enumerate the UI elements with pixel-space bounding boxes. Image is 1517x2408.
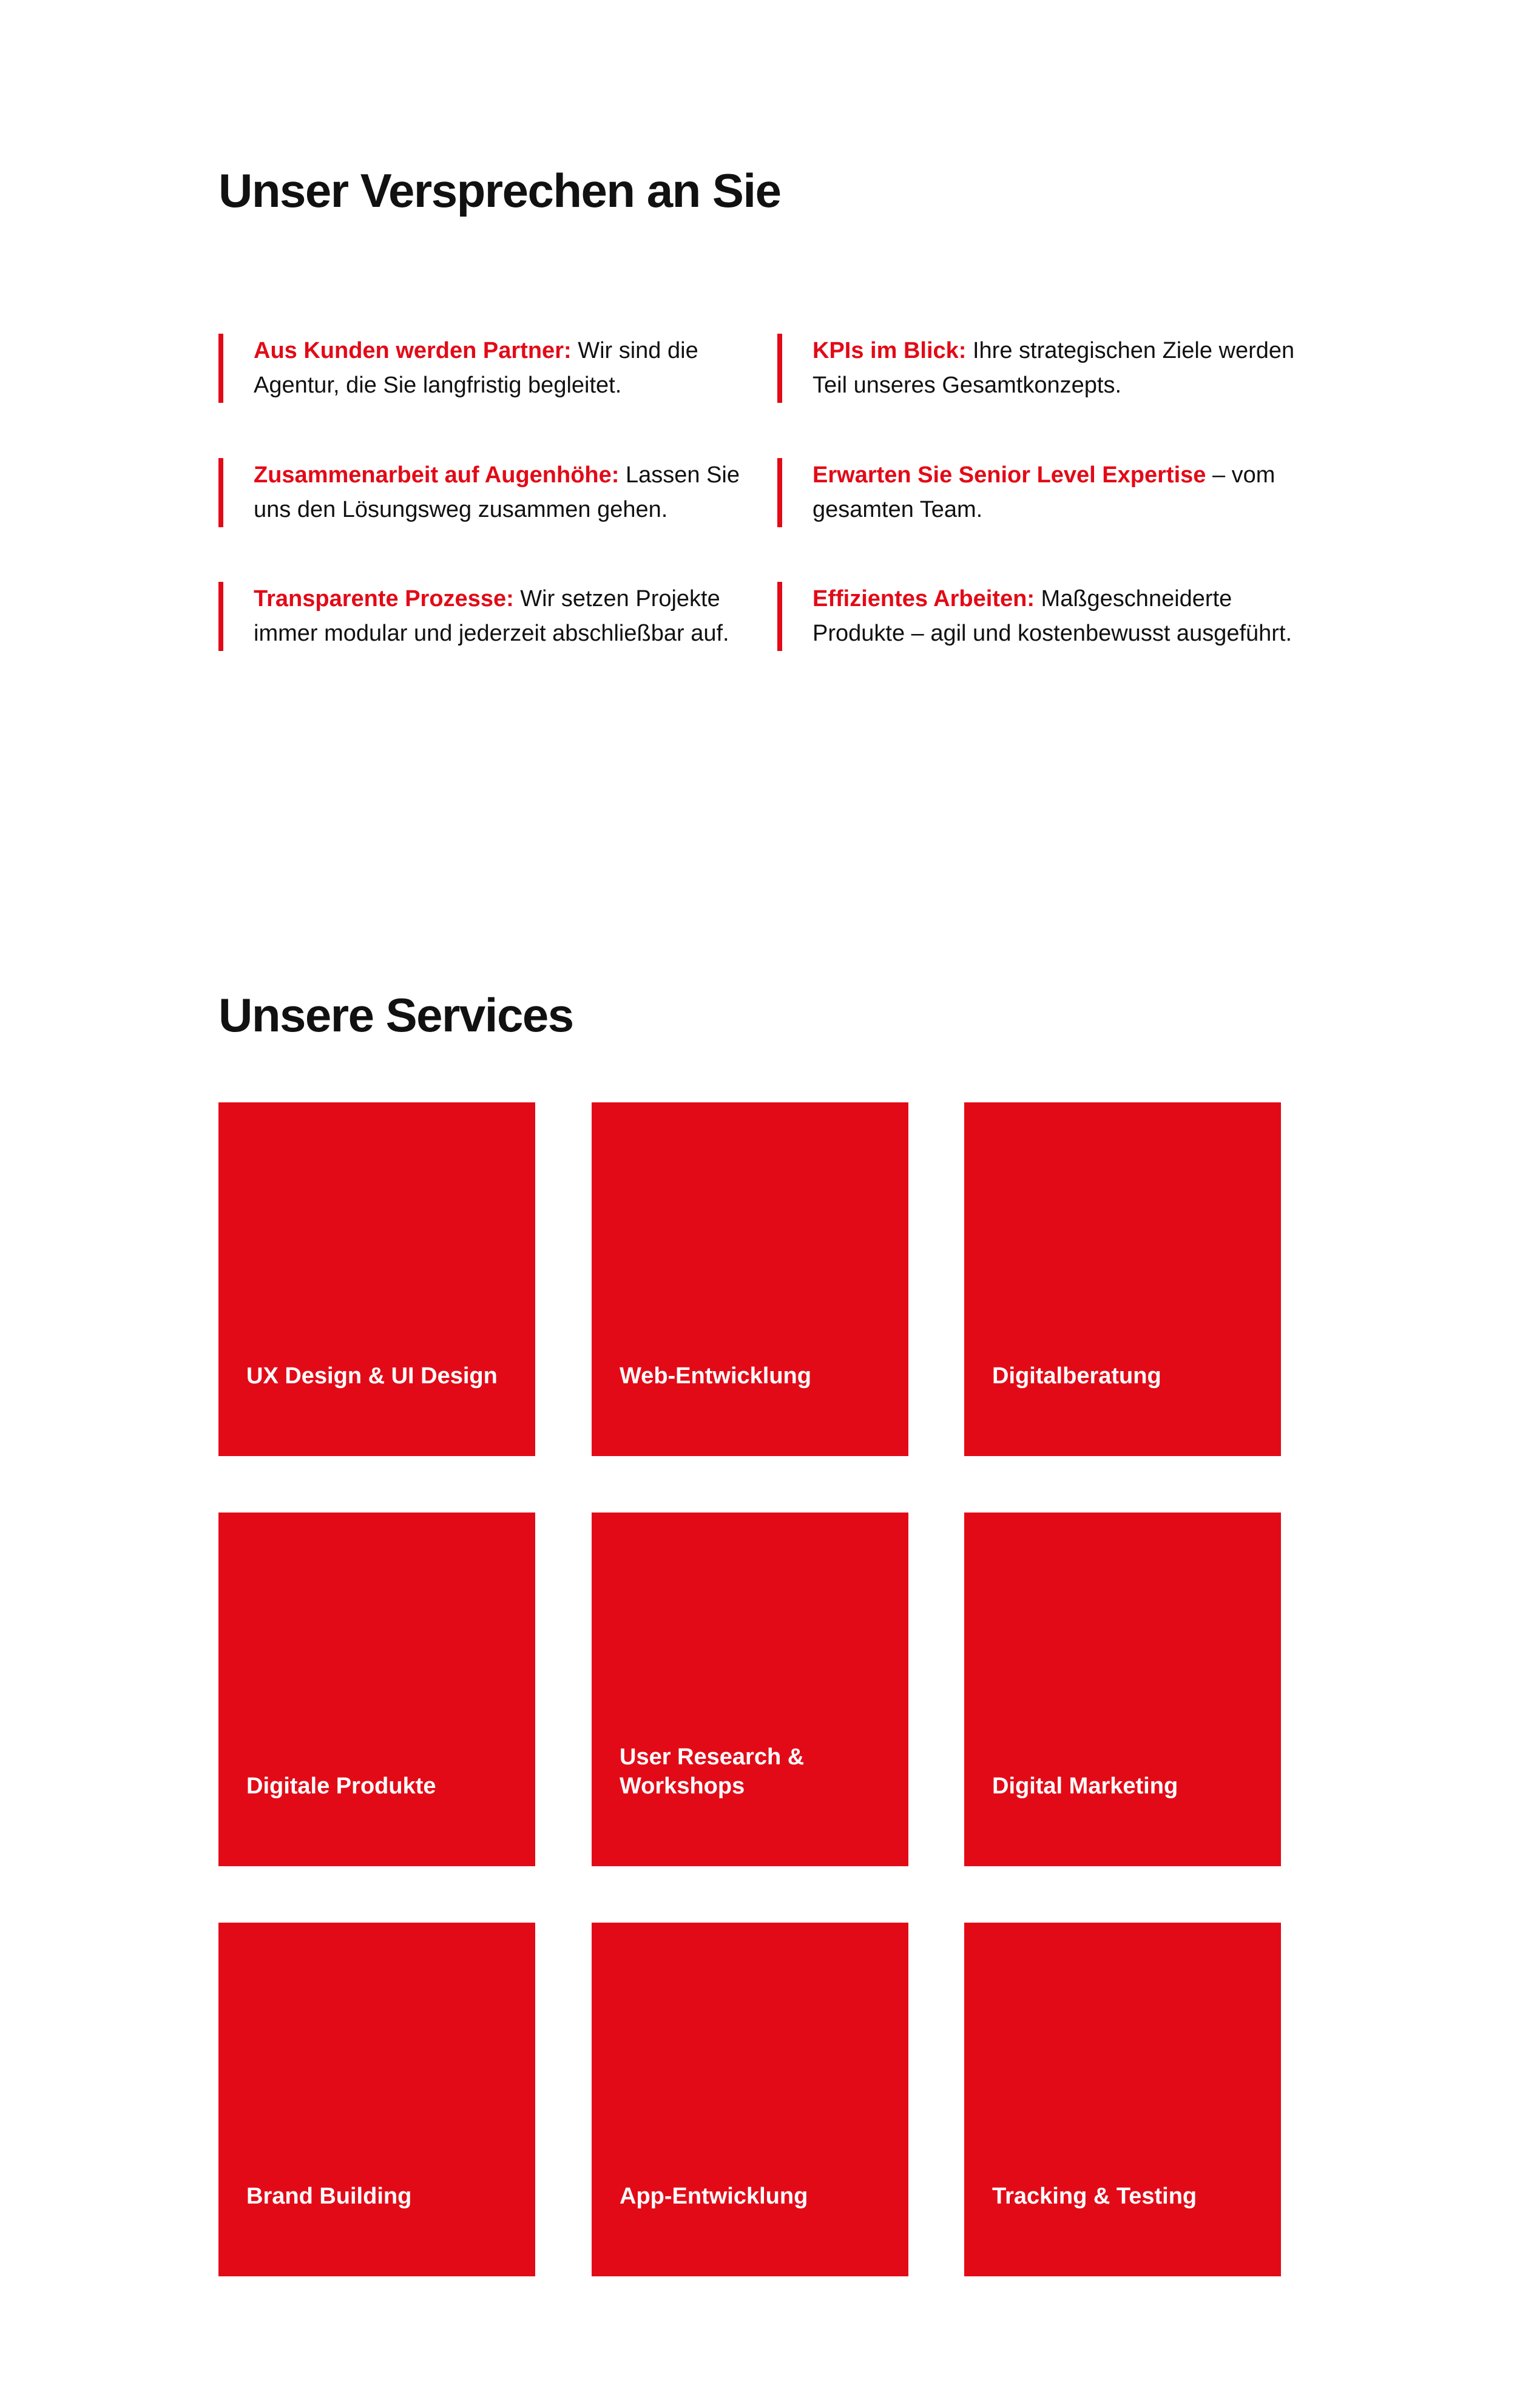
service-card-label: Digitale Produkte — [246, 1773, 436, 1799]
service-card-label: User Research & Workshops — [620, 1744, 805, 1799]
promise-text: Maßgeschneiderte Produkte – agil und kostenbewusst ausgeführt. — [813, 586, 1292, 646]
service-card-digital-products[interactable] — [218, 1513, 535, 1866]
service-card-ux-ui-design[interactable] — [218, 1102, 535, 1456]
service-card-brand-building[interactable] — [218, 1923, 535, 2276]
service-card-digital-consulting[interactable] — [964, 1102, 1281, 1456]
promise-highlight: Erwarten Sie Senior Level Expertise — [813, 462, 1206, 488]
service-card-digital-marketing[interactable] — [964, 1513, 1281, 1866]
promise-heading: Unser Versprechen an Sie — [218, 164, 781, 217]
promise-item-partners — [218, 334, 740, 403]
promise-text: Wir sind die Agentur, die Sie langfristig begleitet. — [254, 338, 698, 398]
promise-text: Ihre strategischen Ziele werden Teil unseres Gesamtkonzepts. — [813, 338, 1295, 398]
promise-highlight: Zusammenarbeit auf Augenhöhe: — [254, 462, 620, 488]
promise-highlight: Effizientes Arbeiten: — [813, 586, 1035, 612]
promise-highlight: Aus Kunden werden Partner: — [254, 338, 572, 363]
promise-item-collaboration — [218, 458, 740, 527]
service-card-label: Web-Entwicklung — [620, 1363, 811, 1389]
service-card-label: Brand Building — [246, 2184, 412, 2209]
promise-text: Lassen Sie uns den Lösungsweg zusammen gehen. — [254, 462, 740, 522]
promise-item-kpis — [777, 334, 1299, 403]
promise-item-efficiency — [777, 582, 1299, 651]
service-card-user-research[interactable] — [592, 1513, 908, 1866]
service-card-web-development[interactable] — [592, 1102, 908, 1456]
promise-highlight: Transparente Prozesse: — [254, 586, 514, 612]
promise-text: Wir setzen Projekte immer modular und jederzeit abschließbar auf. — [254, 586, 729, 646]
service-card-tracking-testing[interactable] — [964, 1923, 1281, 2276]
service-card-label: App-Entwicklung — [620, 2184, 808, 2209]
promise-text: – vom gesamten Team. — [813, 462, 1275, 522]
promise-item-expertise — [777, 458, 1299, 527]
promise-highlight: KPIs im Blick: — [813, 338, 967, 363]
service-card-label: Tracking & Testing — [992, 2184, 1197, 2209]
services-heading: Unsere Services — [218, 988, 573, 1042]
service-card-label: UX Design & UI Design — [246, 1363, 498, 1389]
service-card-app-development[interactable] — [592, 1923, 908, 2276]
service-card-label: Digitalberatung — [992, 1363, 1161, 1389]
service-card-label: Digital Marketing — [992, 1773, 1178, 1799]
promise-item-transparency — [218, 582, 740, 651]
